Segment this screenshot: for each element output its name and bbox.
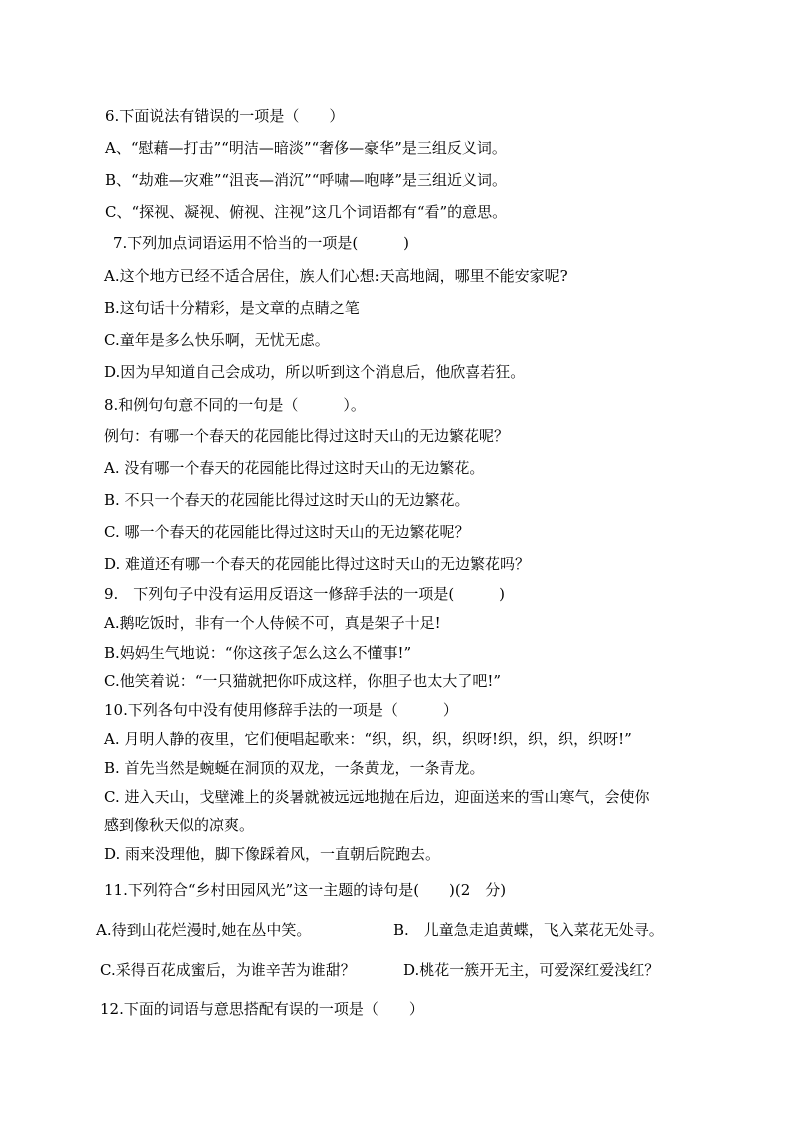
question-8-option-c: C. 哪一个春天的花园能比得过这时天山的无边繁花呢？ [104, 523, 470, 541]
question-10-option-d: D. 雨来没理他，脚下像踩着风，一直朝后院跑去。 [104, 845, 441, 863]
question-9-option-b: B.妈妈生气地说：“你这孩子怎么这么不懂事!” [104, 644, 412, 662]
question-6-option-a: A、“慰藉—打击”“明洁—暗淡”“奢侈—豪华”是三组反义词。 [105, 139, 507, 157]
question-7-option-c: C.童年是多么快乐啊，无忧无虑。 [104, 331, 330, 349]
question-8-option-a: A. 没有哪一个春天的花园能比得过这时天山的无边繁花。 [104, 459, 485, 477]
question-10-option-c-continued: 感到像秋天似的凉爽。 [104, 816, 255, 834]
question-9-option-c: C.他笑着说：“一只猫就把你吓成这样，你胆子也太大了吧!” [104, 672, 502, 690]
question-8-option-b: B. 不只一个春天的花园能比得过这时天山的无边繁花。 [104, 491, 470, 509]
question-10-stem: 10.下列各句中没有使用修辞手法的一项是（ ） [104, 701, 458, 719]
question-10-option-c: C. 进入天山，戈壁滩上的炎暑就被远远地抛在后边，迎面送来的雪山寒气，会使你 [104, 788, 650, 806]
question-7-stem: 7.下列加点词语运用不恰当的一项是( ) [113, 234, 410, 252]
question-8-example: 例句：有哪一个春天的花园能比得过这时天山的无边繁花呢？ [104, 427, 510, 445]
question-7-option-d: D.因为早知道自己会成功，所以听到这个消息后，他欣喜若狂。 [104, 363, 526, 381]
question-7-option-b: B.这句话十分精彩，是文章的点睛之笔 [104, 299, 360, 317]
question-11-option-b: B. 儿童急走追黄蝶，飞入菜花无处寻。 [393, 921, 664, 939]
question-8-stem: 8.和例句句意不同的一句是（ ）。 [104, 396, 366, 414]
question-9-option-a: A.鹅吃饭时，非有一个人侍候不可，真是架子十足! [104, 614, 441, 632]
question-11-option-a: A.待到山花烂漫时,她在丛中笑。 [96, 921, 312, 939]
question-11-option-d: D.桃花一簇开无主，可爱深红爱浅红？ [403, 961, 660, 979]
question-11-stem: 11.下列符合“乡村田园风光”这一主题的诗句是( )(2 分) [104, 881, 507, 899]
question-7-option-a: A.这个地方已经不适合居住，族人们心想:天高地阔，哪里不能安家呢? [104, 267, 568, 285]
question-8-option-d: D. 难道还有哪一个春天的花园能比得过这时天山的无边繁花吗？ [104, 555, 531, 573]
question-9-stem: 9. 下列句子中没有运用反语这一修辞手法的一项是( ) [104, 585, 506, 603]
question-12-stem: 12.下面的词语与意思搭配有误的一项是（ ） [100, 1000, 424, 1018]
question-11-option-c: C.采得百花成蜜后，为谁辛苦为谁甜？ [100, 961, 356, 979]
question-10-option-b: B. 首先当然是蜿蜒在洞顶的双龙，一条黄龙，一条青龙。 [104, 759, 485, 777]
question-6-option-c: C、“探视、凝视、俯视、注视”这几个词语都有“看”的意思。 [105, 203, 508, 221]
question-10-option-a: A. 月明人静的夜里，它们便唱起歌来：“织，织，织，织呀!织，织，织，织呀!” [104, 730, 632, 748]
question-6-stem: 6.下面说法有错误的一项是（ ） [105, 107, 345, 125]
question-6-option-b: B、“劫难—灾难”“沮丧—消沉”“呼啸—咆哮”是三组近义词。 [105, 171, 508, 189]
